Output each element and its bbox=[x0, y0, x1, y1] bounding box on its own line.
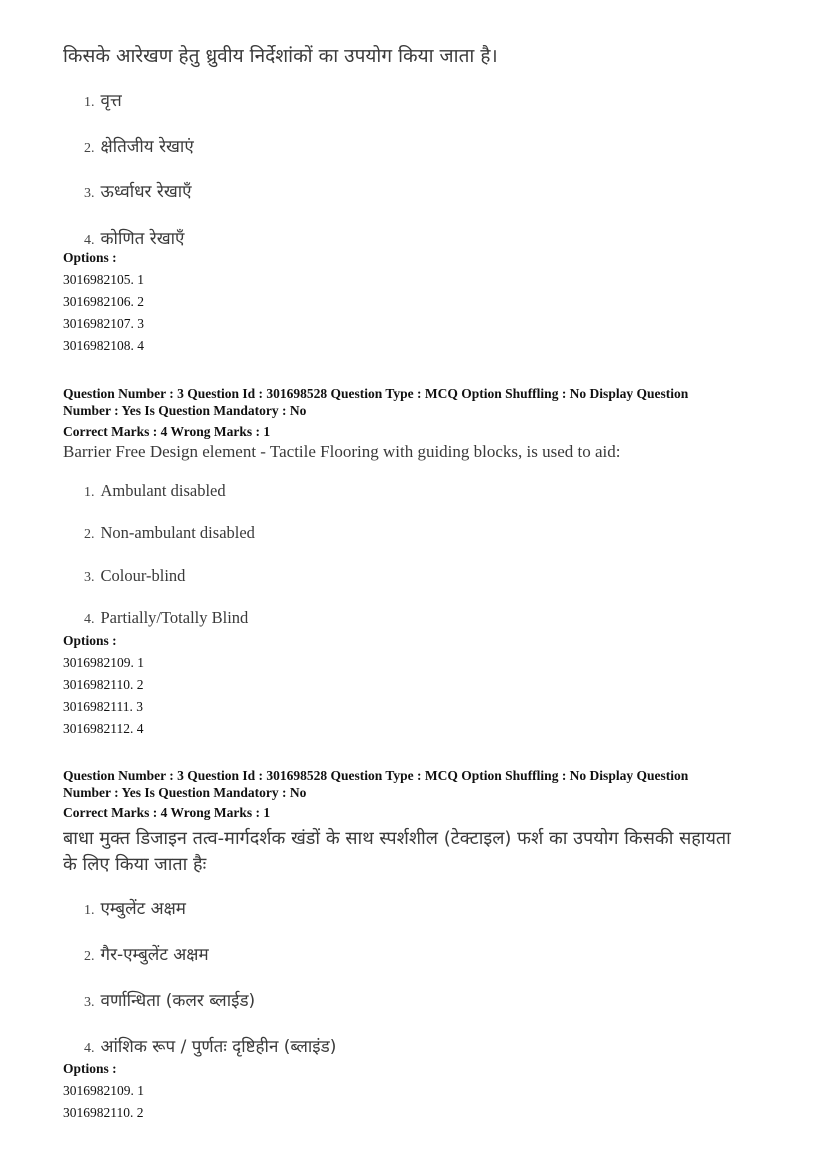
choice-text: क्षेतिजीय रेखाएं bbox=[100, 137, 194, 157]
choice-text: गैर-एम्बुलेंट अक्षम bbox=[100, 945, 209, 965]
question-3-meta-line-2: Number : Yes Is Question Mandatory : No bbox=[63, 785, 307, 800]
question-1-choice-1 bbox=[84, 88, 122, 111]
question-2-choice-2 bbox=[84, 523, 255, 543]
choice-text: वृत्त bbox=[100, 91, 122, 111]
question-2-meta-line-2: Number : Yes Is Question Mandatory : No bbox=[63, 403, 307, 418]
options-label: Options : bbox=[63, 1061, 117, 1076]
choice-number: 1. bbox=[84, 485, 95, 500]
choice-text: वर्णान्धिता (कलर ब्लाईड) bbox=[100, 991, 256, 1011]
question-3-meta-line-1: Question Number : 3 Question Id : 301698528 Question Type : MCQ Option Shuffling : No Display Question bbox=[63, 768, 689, 783]
question-3-choice-3 bbox=[84, 988, 255, 1011]
question-2-choice-1 bbox=[84, 481, 226, 501]
choice-number: 3. bbox=[84, 570, 95, 585]
question-1-choice-4 bbox=[84, 226, 184, 249]
choice-number: 1. bbox=[84, 95, 95, 110]
choice-number: 3. bbox=[84, 995, 95, 1010]
option-id: 3016982105. 1 bbox=[63, 272, 144, 287]
choice-number: 2. bbox=[84, 949, 95, 964]
question-3-text-line-1: बाधा मुक्त डिजाइन तत्व-मार्गदर्शक खंडों के साथ स्पर्शशील (टेक्टाइल) फर्श का उपयोग किसकी सहायता bbox=[63, 828, 731, 849]
question-3-text-line-2: के लिए किया जाता हैः bbox=[63, 854, 207, 875]
question-3-choice-4 bbox=[84, 1034, 336, 1057]
question-2-meta-line-1: Question Number : 3 Question Id : 301698528 Question Type : MCQ Option Shuffling : No Display Question bbox=[63, 386, 689, 401]
option-id: 3016982108. 4 bbox=[63, 338, 144, 353]
choice-text: Non-ambulant disabled bbox=[100, 523, 255, 542]
question-3-marks: Correct Marks : 4 Wrong Marks : 1 bbox=[63, 805, 271, 820]
choice-text: Ambulant disabled bbox=[100, 481, 226, 500]
choice-number: 4. bbox=[84, 1041, 95, 1056]
question-1-text: किसके आरेखण हेतु ध्रुवीय निर्देशांकों का उपयोग किया जाता है। bbox=[63, 45, 498, 67]
question-1-choice-2 bbox=[84, 134, 194, 157]
question-2-choice-4 bbox=[84, 608, 248, 628]
choice-text: आंशिक रूप / पुर्णतः दृष्टिहीन (ब्लाइंड) bbox=[100, 1037, 337, 1057]
choice-text: Colour-blind bbox=[100, 566, 186, 585]
option-id: 3016982112. 4 bbox=[63, 721, 144, 736]
options-label: Options : bbox=[63, 250, 117, 265]
choice-number: 4. bbox=[84, 612, 95, 627]
question-3-choice-1 bbox=[84, 896, 186, 919]
question-1-choice-3 bbox=[84, 179, 192, 202]
choice-number: 1. bbox=[84, 903, 95, 918]
choice-text: ऊर्ध्वाधर रेखाएँ bbox=[100, 182, 192, 202]
option-id: 3016982109. 1 bbox=[63, 655, 144, 670]
options-label: Options : bbox=[63, 633, 117, 648]
option-id: 3016982111. 3 bbox=[63, 699, 143, 714]
option-id: 3016982106. 2 bbox=[63, 294, 144, 309]
choice-text: कोणित रेखाएँ bbox=[100, 229, 185, 249]
choice-text: एम्बुलेंट अक्षम bbox=[100, 899, 186, 919]
question-3-choice-2 bbox=[84, 942, 209, 965]
choice-text: Partially/Totally Blind bbox=[100, 608, 249, 627]
option-id: 3016982110. 2 bbox=[63, 677, 144, 692]
choice-number: 3. bbox=[84, 186, 95, 201]
option-id: 3016982107. 3 bbox=[63, 316, 144, 331]
choice-number: 2. bbox=[84, 527, 95, 542]
question-2-text: Barrier Free Design element - Tactile Flooring with guiding blocks, is used to aid: bbox=[63, 442, 621, 461]
option-id: 3016982109. 1 bbox=[63, 1083, 144, 1098]
question-2-choice-3 bbox=[84, 566, 185, 586]
question-2-marks: Correct Marks : 4 Wrong Marks : 1 bbox=[63, 424, 271, 439]
choice-number: 4. bbox=[84, 233, 95, 248]
option-id: 3016982110. 2 bbox=[63, 1105, 144, 1120]
choice-number: 2. bbox=[84, 141, 95, 156]
